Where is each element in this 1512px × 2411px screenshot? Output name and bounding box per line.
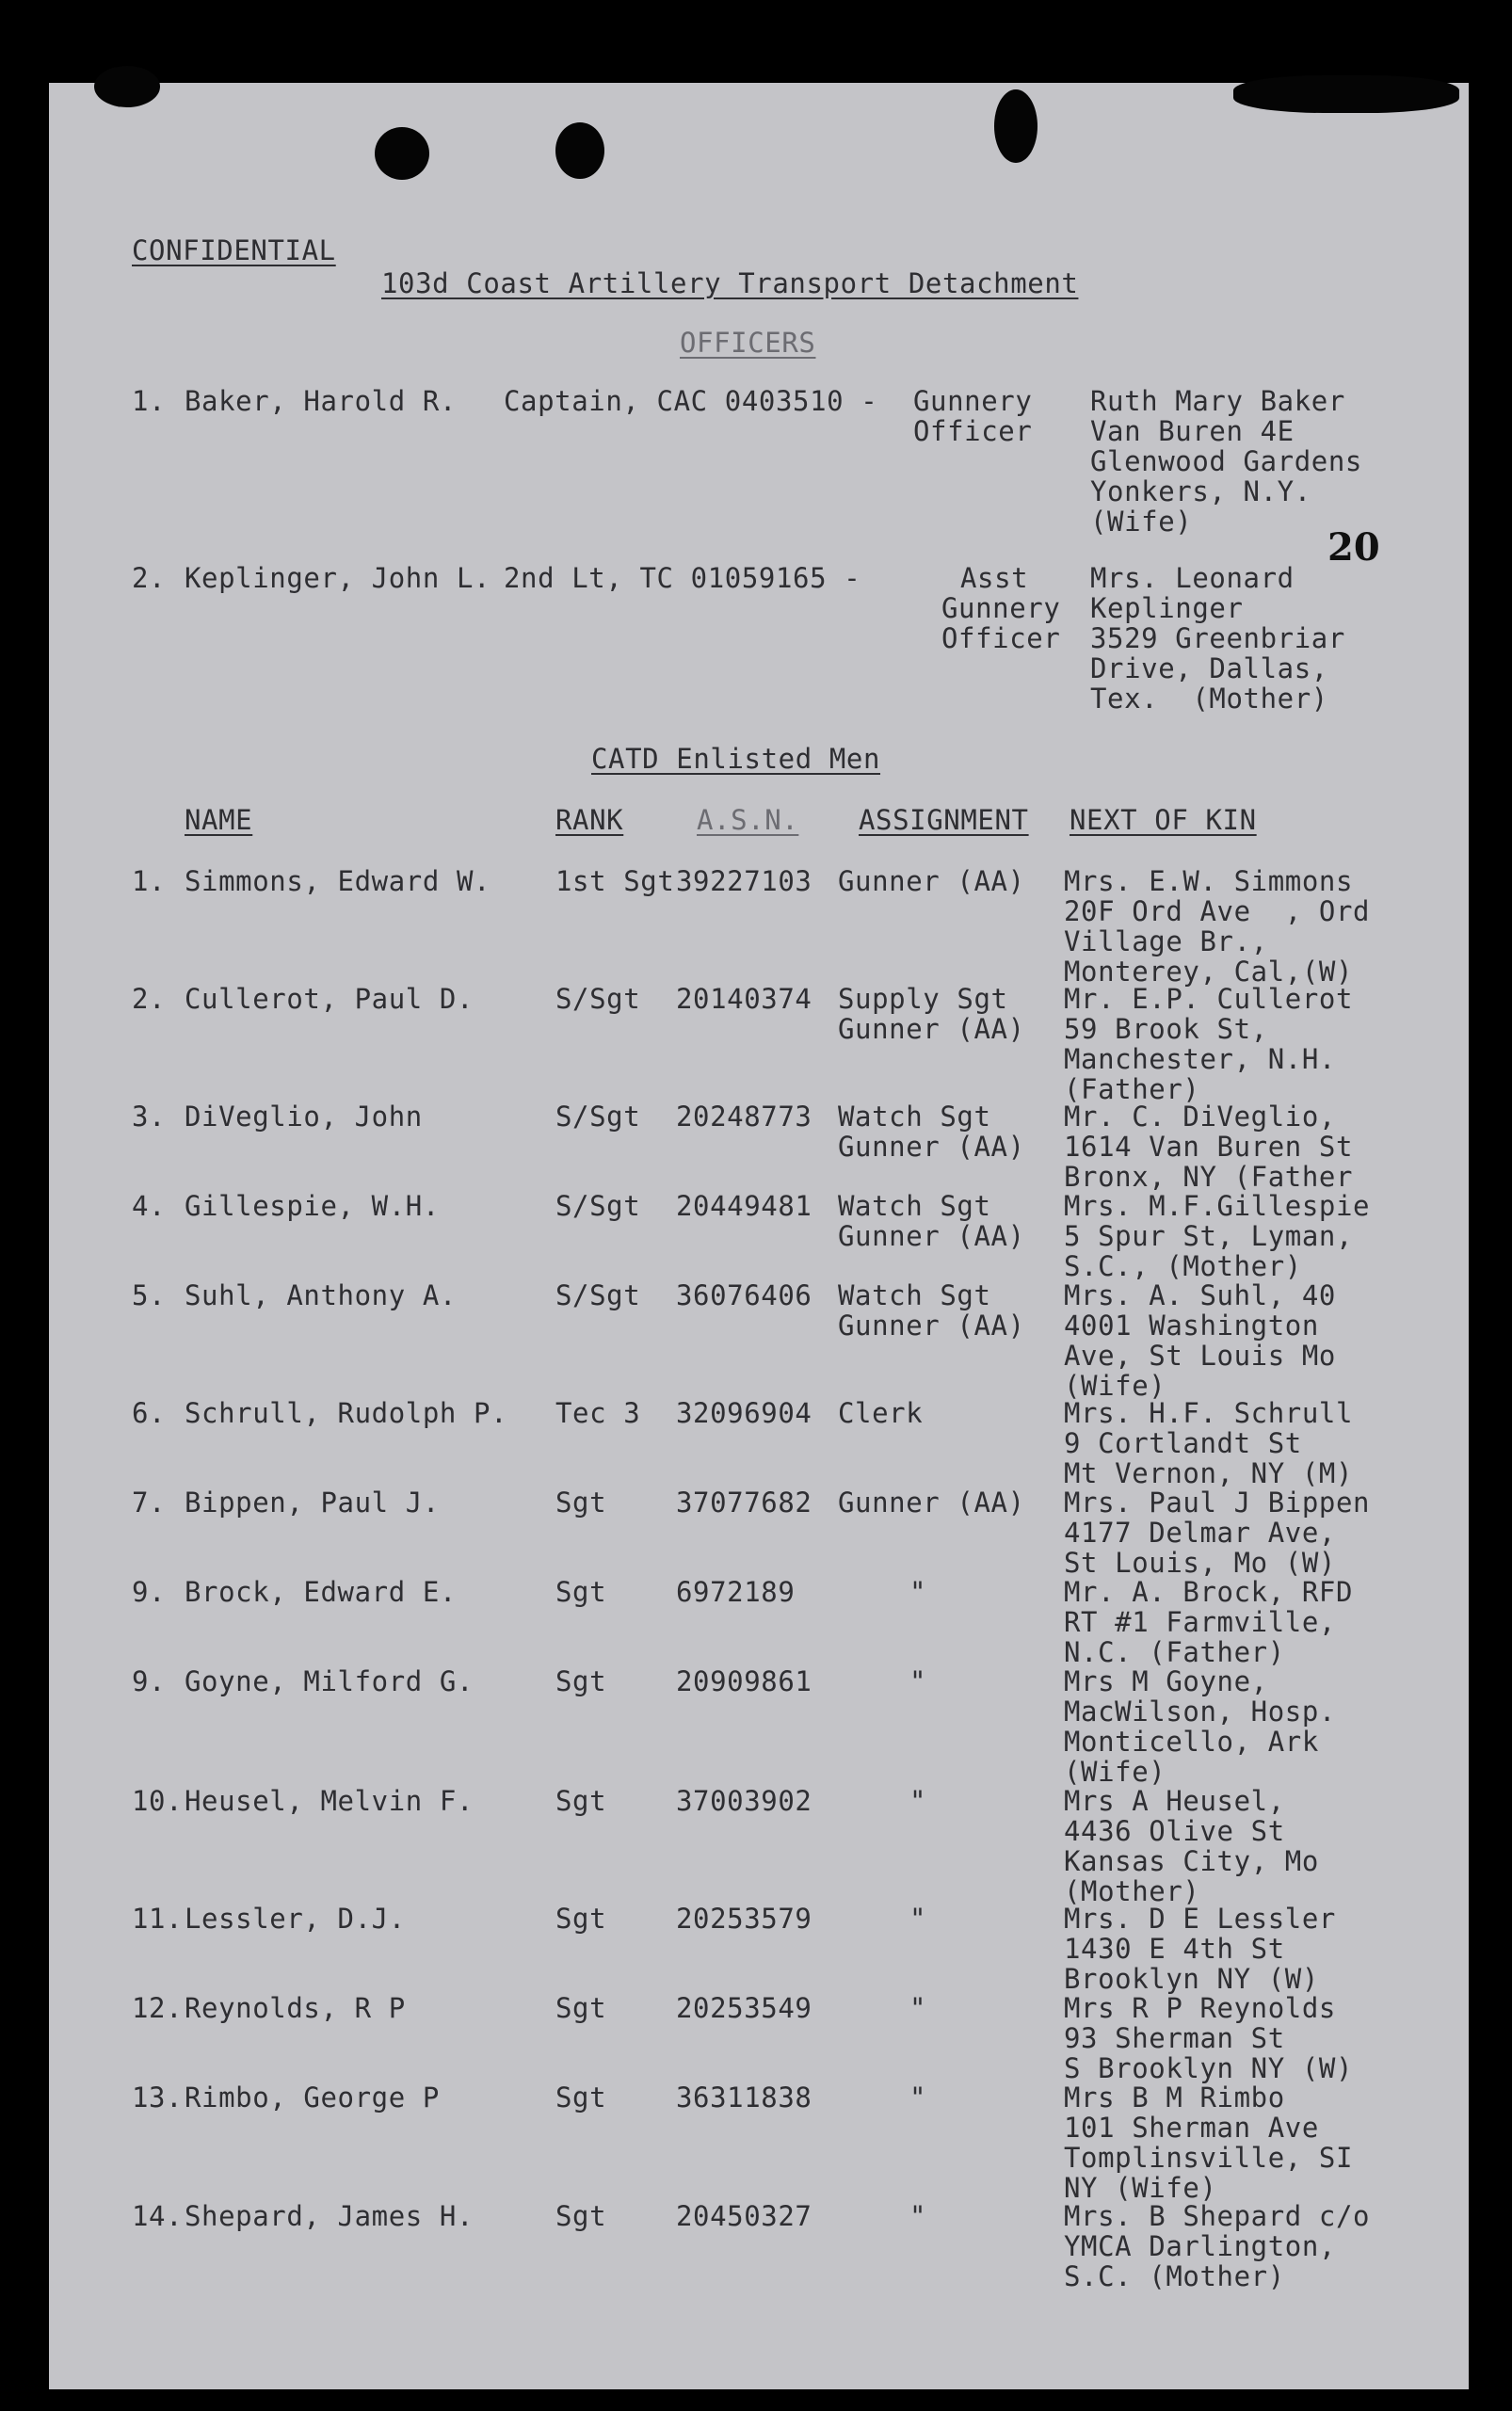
enlisted-rank: Sgt	[555, 1992, 607, 2024]
enlisted-next-of-kin-line: Monticello, Ark	[1064, 1726, 1319, 1758]
enlisted-next-of-kin-line: Mt Vernon, NY (M)	[1064, 1457, 1354, 1489]
enlisted-assignment-line: "	[909, 1992, 927, 2024]
enlisted-next-of-kin-line: 4177 Delmar Ave,	[1064, 1517, 1336, 1549]
enlisted-assignment-line: Gunner (AA)	[838, 865, 1025, 897]
enlisted-rank: Sgt	[555, 2200, 607, 2232]
unit-title: 103d Coast Artillery Transport Detachment	[381, 267, 1079, 299]
officer-assignment-line: Gunnery	[941, 592, 1061, 624]
column-header-assignment: ASSIGNMENT	[859, 804, 1029, 836]
enlisted-rank: Sgt	[555, 2081, 607, 2114]
enlisted-assignment-line: Gunner (AA)	[838, 1131, 1025, 1163]
enlisted-rank: Tec 3	[555, 1397, 641, 1429]
enlisted-next-of-kin-line: 101 Sherman Ave	[1064, 2112, 1319, 2144]
enlisted-next-of-kin-line: Mrs. B Shepard c/o	[1064, 2200, 1371, 2232]
officer-assignment-line: Officer	[913, 415, 1033, 447]
classification-label: CONFIDENTIAL	[132, 234, 336, 266]
enlisted-rank: 1st Sgt	[555, 865, 675, 897]
enlisted-serial-number: 20450327	[676, 2200, 812, 2232]
page-number: 20	[1327, 525, 1380, 570]
enlisted-next-of-kin-line: Mrs. Paul J Bippen	[1064, 1487, 1371, 1519]
officer-rank-serial: Captain, CAC 0403510 -	[504, 385, 878, 417]
enlisted-next-of-kin-line: Village Br.,	[1064, 925, 1268, 957]
enlisted-assignment-line: "	[909, 2081, 927, 2114]
column-header-next-of-kin: NEXT OF KIN	[1070, 804, 1257, 836]
enlisted-rank: S/Sgt	[555, 1190, 641, 1222]
enlisted-next-of-kin-line: 4436 Olive St	[1064, 1815, 1285, 1847]
enlisted-serial-number: 20253579	[676, 1903, 812, 1935]
enlisted-name: Simmons, Edward W.	[185, 865, 491, 897]
officer-next-of-kin-line: Keplinger	[1090, 592, 1244, 624]
enlisted-heading: CATD Enlisted Men	[591, 743, 881, 775]
enlisted-name: Goyne, Milford G.	[185, 1665, 475, 1697]
enlisted-next-of-kin-line: (Wife)	[1064, 1756, 1166, 1788]
enlisted-serial-number: 36311838	[676, 2081, 812, 2114]
enlisted-assignment-line: Clerk	[838, 1397, 924, 1429]
enlisted-next-of-kin-line: Mrs M Goyne,	[1064, 1665, 1268, 1697]
enlisted-name: Gillespie, W.H.	[185, 1190, 440, 1222]
enlisted-next-of-kin-line: (Wife)	[1064, 1370, 1166, 1402]
enlisted-number: 10.	[132, 1785, 184, 1817]
enlisted-next-of-kin-line: 59 Brook St,	[1064, 1013, 1268, 1045]
column-header-rank: RANK	[555, 804, 624, 836]
enlisted-name: Suhl, Anthony A.	[185, 1279, 457, 1311]
enlisted-assignment-line: "	[909, 1576, 927, 1608]
officer-rank-serial: 2nd Lt, TC 01059165 -	[504, 562, 861, 594]
enlisted-number: 3.	[132, 1101, 167, 1133]
officers-heading: OFFICERS	[680, 327, 816, 359]
officer-next-of-kin-line: Tex. (Mother)	[1090, 683, 1328, 715]
enlisted-serial-number: 37003902	[676, 1785, 812, 1817]
enlisted-name: Reynolds, R P	[185, 1992, 406, 2024]
enlisted-next-of-kin-line: Brooklyn NY (W)	[1064, 1963, 1319, 1995]
enlisted-next-of-kin-line: Bronx, NY (Father	[1064, 1161, 1354, 1193]
enlisted-next-of-kin-line: 20F Ord Ave , Ord	[1064, 895, 1371, 927]
punch-hole-right	[994, 89, 1037, 163]
enlisted-assignment-line: Watch Sgt	[838, 1279, 991, 1311]
enlisted-serial-number: 20449481	[676, 1190, 812, 1222]
enlisted-serial-number: 39227103	[676, 865, 812, 897]
enlisted-number: 7.	[132, 1487, 167, 1519]
officer-next-of-kin-line: Ruth Mary Baker	[1090, 385, 1345, 417]
enlisted-assignment-line: Gunner (AA)	[838, 1013, 1025, 1045]
enlisted-next-of-kin-line: NY (Wife)	[1064, 2172, 1217, 2204]
enlisted-number: 1.	[132, 865, 167, 897]
enlisted-next-of-kin-line: 4001 Washington	[1064, 1310, 1319, 1342]
enlisted-assignment-line: Watch Sgt	[838, 1101, 991, 1133]
enlisted-next-of-kin-line: S Brooklyn NY (W)	[1064, 2052, 1354, 2084]
enlisted-next-of-kin-line: MacWilson, Hosp.	[1064, 1696, 1336, 1728]
enlisted-next-of-kin-line: 1430 E 4th St	[1064, 1933, 1285, 1965]
enlisted-assignment-line: Gunner (AA)	[838, 1310, 1025, 1342]
enlisted-rank: S/Sgt	[555, 1101, 641, 1133]
column-header-name: NAME	[185, 804, 253, 836]
enlisted-next-of-kin-line: Mrs B M Rimbo	[1064, 2081, 1285, 2114]
torn-edge-left	[94, 66, 160, 107]
officer-next-of-kin-line: Glenwood Gardens	[1090, 445, 1362, 477]
enlisted-assignment-line: "	[909, 1665, 927, 1697]
enlisted-next-of-kin-line: S.C., (Mother)	[1064, 1250, 1302, 1282]
officer-assignment-line: Gunnery	[913, 385, 1033, 417]
enlisted-rank: Sgt	[555, 1576, 607, 1608]
enlisted-number: 13.	[132, 2081, 184, 2114]
punch-hole-left	[375, 127, 429, 180]
enlisted-next-of-kin-line: Mrs R P Reynolds	[1064, 1992, 1336, 2024]
enlisted-next-of-kin-line: 93 Sherman St	[1064, 2022, 1285, 2054]
enlisted-assignment-line: "	[909, 2200, 927, 2232]
enlisted-number: 6.	[132, 1397, 167, 1429]
enlisted-assignment-line: Gunner (AA)	[838, 1487, 1025, 1519]
enlisted-number: 9.	[132, 1665, 167, 1697]
enlisted-next-of-kin-line: Mrs. A. Suhl, 40	[1064, 1279, 1336, 1311]
enlisted-next-of-kin-line: Mrs. E.W. Simmons	[1064, 865, 1354, 897]
enlisted-name: Lessler, D.J.	[185, 1903, 406, 1935]
enlisted-next-of-kin-line: RT #1 Farmville,	[1064, 1606, 1336, 1638]
enlisted-next-of-kin-line: Manchester, N.H.	[1064, 1043, 1336, 1075]
enlisted-name: Brock, Edward E.	[185, 1576, 457, 1608]
enlisted-next-of-kin-line: Mrs A Heusel,	[1064, 1785, 1285, 1817]
enlisted-serial-number: 20909861	[676, 1665, 812, 1697]
officer-next-of-kin-line: Van Buren 4E	[1090, 415, 1295, 447]
column-header-asn: A.S.N.	[697, 804, 799, 836]
enlisted-name: DiVeglio, John	[185, 1101, 423, 1133]
enlisted-serial-number: 20140374	[676, 983, 812, 1015]
enlisted-serial-number: 37077682	[676, 1487, 812, 1519]
enlisted-name: Cullerot, Paul D.	[185, 983, 475, 1015]
enlisted-serial-number: 20248773	[676, 1101, 812, 1133]
enlisted-serial-number: 6972189	[676, 1576, 796, 1608]
enlisted-rank: Sgt	[555, 1487, 607, 1519]
enlisted-rank: S/Sgt	[555, 1279, 641, 1311]
enlisted-next-of-kin-line: (Father)	[1064, 1073, 1200, 1105]
enlisted-next-of-kin-line: Kansas City, Mo	[1064, 1845, 1319, 1877]
enlisted-next-of-kin-line: (Mother)	[1064, 1875, 1200, 1907]
torn-edge-right	[1233, 75, 1459, 113]
enlisted-next-of-kin-line: YMCA Darlington,	[1064, 2230, 1336, 2262]
enlisted-next-of-kin-line: 5 Spur St, Lyman,	[1064, 1220, 1354, 1252]
enlisted-next-of-kin-line: St Louis, Mo (W)	[1064, 1547, 1336, 1579]
officer-next-of-kin-line: 3529 Greenbriar	[1090, 622, 1345, 654]
officer-number: 1.	[132, 385, 167, 417]
enlisted-assignment-line: "	[909, 1903, 927, 1935]
enlisted-next-of-kin-line: Mr. E.P. Cullerot	[1064, 983, 1354, 1015]
enlisted-assignment-line: Watch Sgt	[838, 1190, 991, 1222]
enlisted-number: 11.	[132, 1903, 184, 1935]
enlisted-assignment-line: Supply Sgt	[838, 983, 1008, 1015]
enlisted-next-of-kin-line: S.C. (Mother)	[1064, 2260, 1285, 2292]
enlisted-number: 9.	[132, 1576, 167, 1608]
enlisted-next-of-kin-line: 1614 Van Buren St	[1064, 1131, 1354, 1163]
officer-name: Baker, Harold R.	[185, 385, 457, 417]
enlisted-number: 12.	[132, 1992, 184, 2024]
enlisted-rank: Sgt	[555, 1665, 607, 1697]
enlisted-next-of-kin-line: Monterey, Cal,(W)	[1064, 956, 1354, 988]
enlisted-number: 4.	[132, 1190, 167, 1222]
enlisted-next-of-kin-line: Mrs. M.F.Gillespie	[1064, 1190, 1371, 1222]
officer-number: 2.	[132, 562, 167, 594]
officer-next-of-kin-line: (Wife)	[1090, 506, 1193, 538]
enlisted-serial-number: 20253549	[676, 1992, 812, 2024]
enlisted-name: Bippen, Paul J.	[185, 1487, 440, 1519]
enlisted-serial-number: 36076406	[676, 1279, 812, 1311]
enlisted-assignment-line: Gunner (AA)	[838, 1220, 1025, 1252]
officer-next-of-kin-line: Yonkers, N.Y.	[1090, 475, 1311, 507]
enlisted-assignment-line: "	[909, 1785, 927, 1817]
enlisted-rank: S/Sgt	[555, 983, 641, 1015]
enlisted-next-of-kin-line: Mrs. D E Lessler	[1064, 1903, 1336, 1935]
enlisted-next-of-kin-line: Mr. C. DiVeglio,	[1064, 1101, 1336, 1133]
enlisted-number: 14.	[132, 2200, 184, 2232]
officer-assignment-line: Officer	[941, 622, 1061, 654]
officer-name: Keplinger, John L.	[185, 562, 491, 594]
enlisted-next-of-kin-line: N.C. (Father)	[1064, 1636, 1285, 1668]
enlisted-next-of-kin-line: Mrs. H.F. Schrull	[1064, 1397, 1354, 1429]
officer-next-of-kin-line: Drive, Dallas,	[1090, 652, 1328, 684]
enlisted-next-of-kin-line: Tomplinsville, SI	[1064, 2142, 1354, 2174]
enlisted-name: Shepard, James H.	[185, 2200, 475, 2232]
enlisted-rank: Sgt	[555, 1785, 607, 1817]
enlisted-number: 2.	[132, 983, 167, 1015]
officer-next-of-kin-line: Mrs. Leonard	[1090, 562, 1295, 594]
punch-hole-center	[555, 122, 604, 179]
enlisted-next-of-kin-line: Ave, St Louis Mo	[1064, 1340, 1336, 1372]
enlisted-name: Schrull, Rudolph P.	[185, 1397, 508, 1429]
enlisted-name: Rimbo, George P	[185, 2081, 440, 2114]
enlisted-number: 5.	[132, 1279, 167, 1311]
officer-assignment-line: Asst	[960, 562, 1029, 594]
enlisted-rank: Sgt	[555, 1903, 607, 1935]
enlisted-next-of-kin-line: Mr. A. Brock, RFD	[1064, 1576, 1354, 1608]
enlisted-serial-number: 32096904	[676, 1397, 812, 1429]
enlisted-next-of-kin-line: 9 Cortlandt St	[1064, 1427, 1302, 1459]
enlisted-name: Heusel, Melvin F.	[185, 1785, 475, 1817]
